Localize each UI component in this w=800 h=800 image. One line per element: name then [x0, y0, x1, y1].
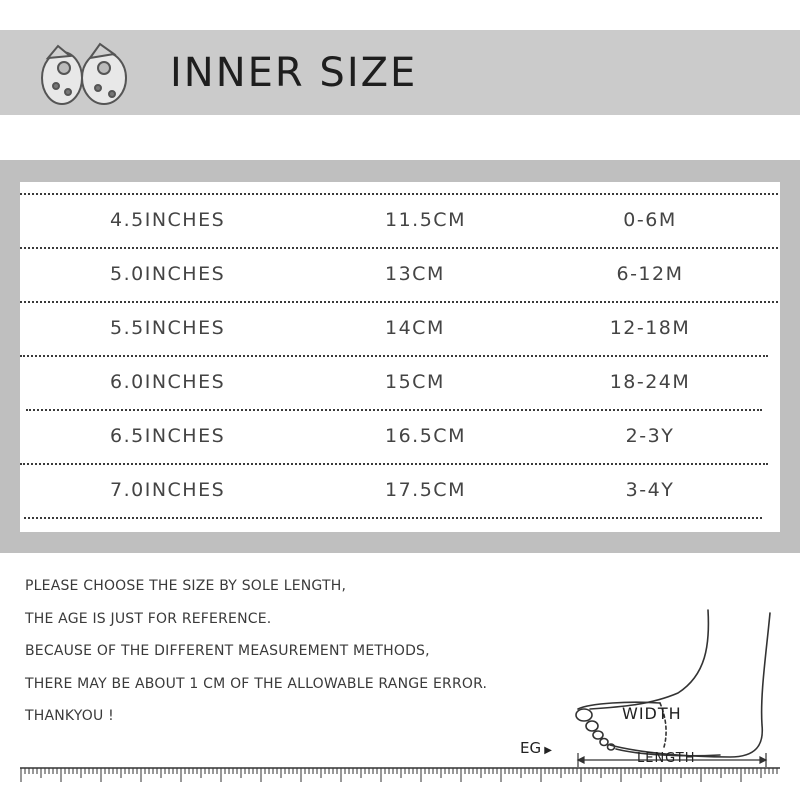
baby-shoes-icon [34, 38, 134, 108]
page-title: INNER SIZE [170, 50, 418, 96]
cm-cell: 17.5CM [385, 479, 466, 501]
age-cell: 3-4Y [625, 479, 675, 501]
width-label: WIDTH [622, 704, 682, 723]
inches-cell: 5.0INCHES [110, 263, 226, 285]
play-arrow-icon: ▶ [541, 745, 552, 756]
size-notes [25, 578, 487, 741]
table-row [20, 247, 780, 301]
header-banner [0, 30, 800, 115]
age-cell: 12-18M [609, 317, 691, 339]
age-cell: 0-6M [623, 209, 677, 231]
note-line: THANKYOU ! [25, 708, 114, 724]
cm-cell: 16.5CM [385, 425, 466, 447]
inches-cell: 4.5INCHES [110, 209, 226, 231]
cm-cell: 15CM [385, 371, 445, 393]
note-line: BECAUSE OF THE DIFFERENT MEASUREMENT METHODS, [25, 643, 430, 659]
foot-outline-icon [570, 605, 795, 775]
table-row [20, 409, 780, 463]
note-line: THERE MAY BE ABOUT 1 CM OF THE ALLOWABLE RANGE ERROR. [25, 675, 488, 692]
table-row [20, 463, 780, 517]
cm-cell: 13CM [385, 263, 445, 285]
example-label [520, 739, 552, 757]
size-table [20, 182, 780, 532]
cm-cell: 11.5CM [385, 209, 466, 231]
inches-cell: 5.5INCHES [110, 317, 226, 339]
note-line: PLEASE CHOOSE THE SIZE BY SOLE LENGTH, [25, 578, 347, 594]
note-line: THE AGE IS JUST FOR REFERENCE. [25, 610, 272, 627]
inches-cell: 7.0INCHES [110, 479, 226, 501]
ruler-icon [20, 767, 780, 795]
table-row [20, 355, 780, 409]
row-divider [24, 517, 762, 519]
size-table-frame [0, 160, 800, 553]
inches-cell: 6.0INCHES [110, 371, 226, 393]
age-cell: 6-12M [616, 263, 684, 285]
table-row [20, 301, 780, 355]
table-row [20, 193, 780, 247]
inches-cell: 6.5INCHES [110, 425, 226, 447]
cm-cell: 14CM [385, 317, 445, 339]
example-label-text: EG [520, 739, 542, 757]
length-label: LENGTH [637, 751, 696, 766]
age-cell: 18-24M [609, 371, 691, 393]
age-cell: 2-3Y [625, 425, 675, 447]
